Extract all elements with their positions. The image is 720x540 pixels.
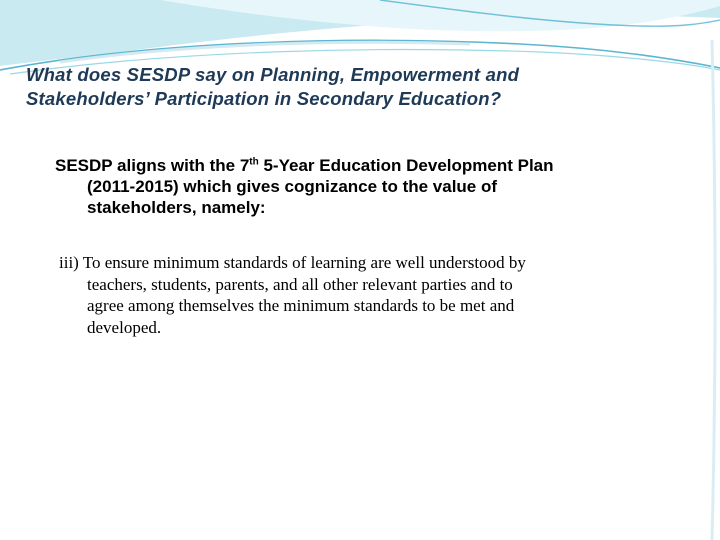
slide-title <box>26 63 706 111</box>
title-line-2: Stakeholders’ Participation in Secondary Education? <box>26 88 502 109</box>
quote-line-1: iii) To ensure minimum standards of learning are well understood by <box>59 253 526 272</box>
body-line-1 <box>55 155 675 176</box>
quote-line-4: developed. <box>87 317 162 337</box>
title-line-1: What does SESDP say on Planning, Empowerment and <box>26 64 520 85</box>
body-line-2: (2011-2015) which gives cognizance to the value of <box>87 177 498 196</box>
body-paragraph <box>55 155 675 218</box>
body-line-1-pre: SESDP aligns with the 7 <box>55 156 250 175</box>
ordinal-suffix: th <box>249 156 259 168</box>
quote-paragraph <box>59 252 699 338</box>
quote-line-2: teachers, students, parents, and all other relevant parties and to <box>87 274 513 294</box>
quote-line-3: agree among themselves the minimum standards to be met and <box>87 296 515 315</box>
body-line-1-post: 5-Year Education Development Plan <box>258 156 554 175</box>
swoosh-right-edge <box>712 40 715 540</box>
body-line-3: stakeholders, namely: <box>87 198 266 217</box>
